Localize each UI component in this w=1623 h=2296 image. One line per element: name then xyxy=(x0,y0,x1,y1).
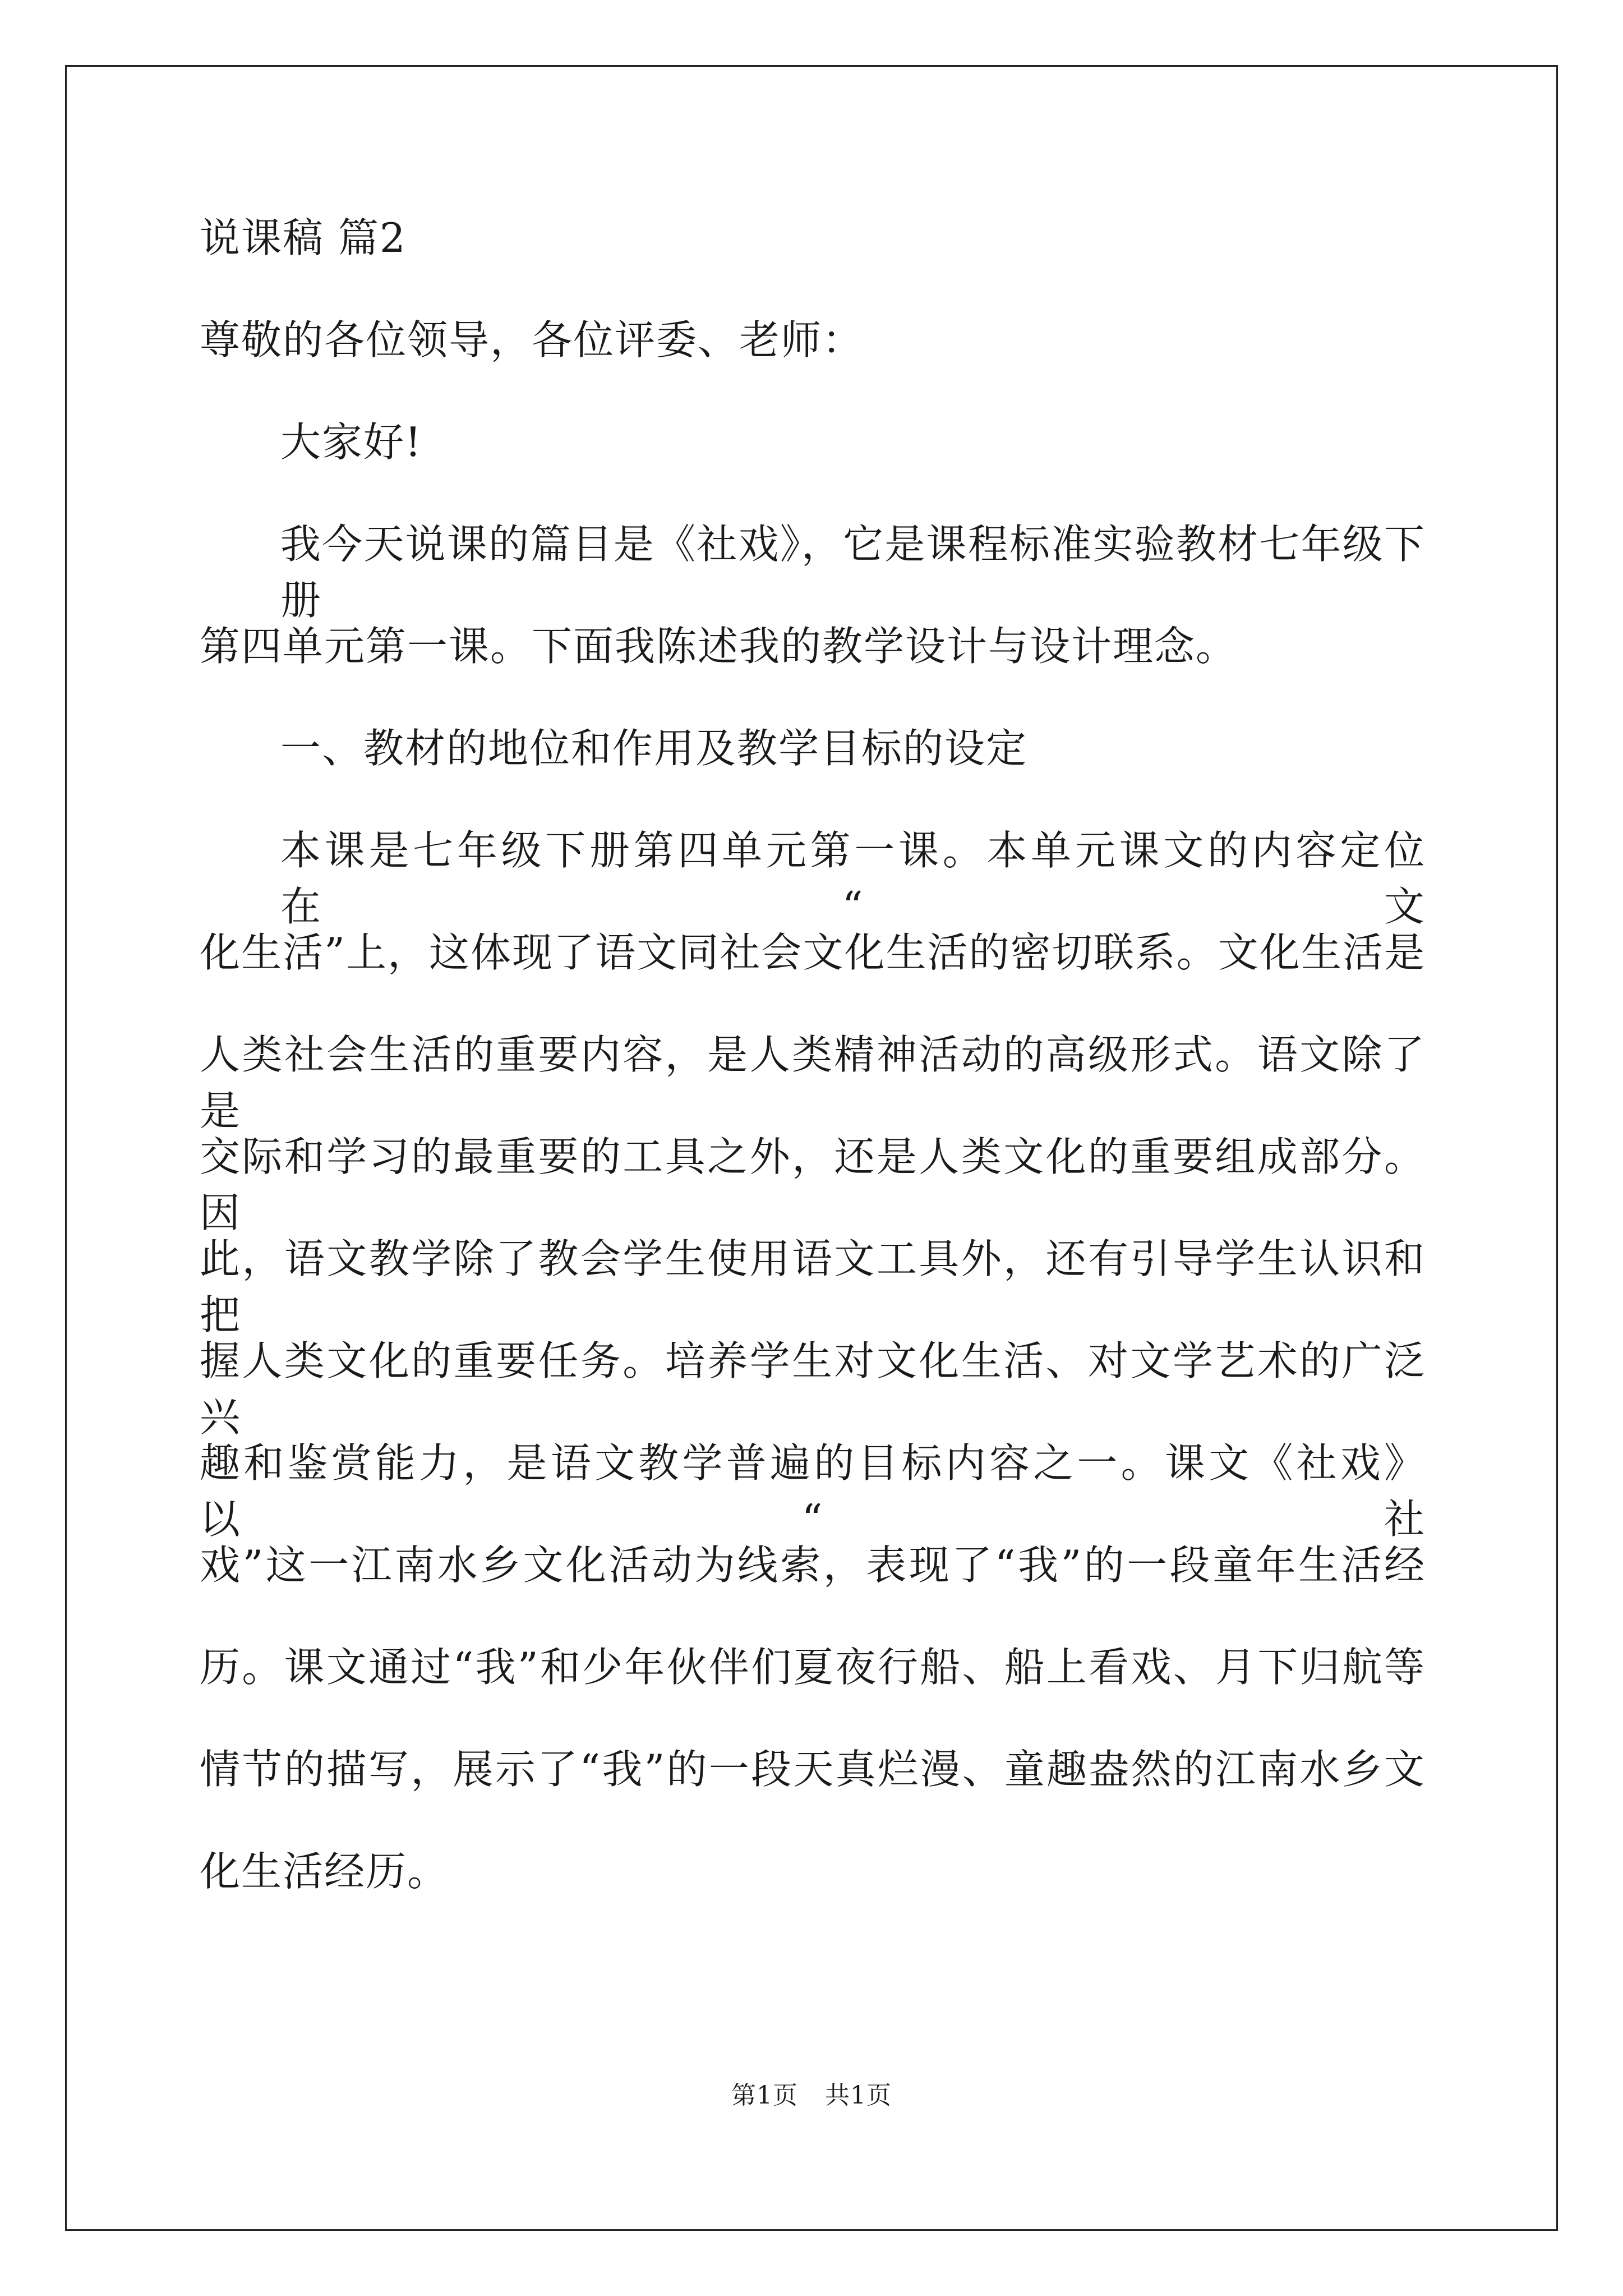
body-line: 化生活经历。 xyxy=(200,1848,449,1895)
document-title: 说课稿 篇2 xyxy=(200,214,407,261)
body-line: 本课是七年级下册第四单元第一课。本单元课文的内容定位在“文 xyxy=(280,827,1426,930)
body-line: 此，语文教学除了教会学生使用语文工具外，还有引导学生认识和把 xyxy=(200,1235,1426,1338)
page-footer xyxy=(0,2079,1623,2113)
document-body xyxy=(200,210,1426,1899)
body-line: 化生活”上，这体现了语文同社会文化生活的密切联系。文化生活是 xyxy=(200,929,1426,976)
body-line: 交际和学习的最重要的工具之外，还是人类文化的重要组成部分。因 xyxy=(200,1133,1426,1236)
page-number-total: 共1页 xyxy=(825,2081,892,2110)
greeting: 大家好! xyxy=(280,418,422,466)
body-line: 情节的描写，展示了“我”的一段天真烂漫、童趣盎然的江南水乡文 xyxy=(200,1746,1426,1793)
intro-line: 我今天说课的篇目是《社戏》，它是课程标准实验教材七年级下册 xyxy=(280,521,1426,624)
body-line: 人类社会生活的重要内容，是人类精神活动的高级形式。语文除了是 xyxy=(200,1031,1426,1134)
page-number-current: 第1页 xyxy=(731,2081,798,2110)
intro-line: 第四单元第一课。下面我陈述我的教学设计与设计理念。 xyxy=(200,623,1238,670)
body-line: 戏”这一江南水乡文化活动为线索，表现了“我”的一段童年生活经 xyxy=(200,1542,1426,1589)
body-line: 历。课文通过“我”和少年伙伴们夏夜行船、船上看戏、月下归航等 xyxy=(200,1644,1426,1691)
section-heading: 一、教材的地位和作用及教学目标的设定 xyxy=(280,725,1028,772)
body-line: 趣和鉴赏能力，是语文教学普遍的目标内容之一。课文《社戏》以“社 xyxy=(200,1439,1426,1543)
body-line: 握人类文化的重要任务。培养学生对文化生活、对文学艺术的广泛兴 xyxy=(200,1337,1426,1441)
salutation: 尊敬的各位领导，各位评委、老师： xyxy=(200,316,864,364)
